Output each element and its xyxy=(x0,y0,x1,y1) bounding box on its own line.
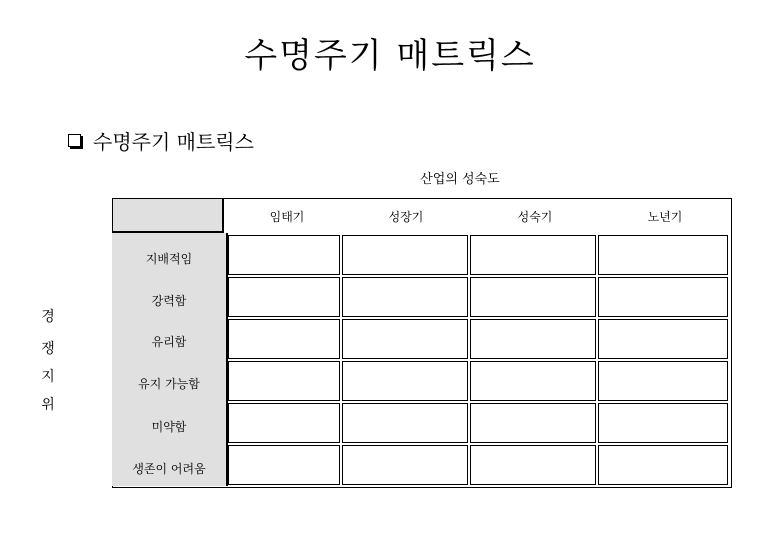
matrix-cell xyxy=(342,445,468,485)
column-header-mature: 성숙기 xyxy=(517,210,553,224)
column-axis-title: 산업의 성숙도 xyxy=(420,172,500,187)
matrix-cell xyxy=(342,235,468,275)
matrix-cell xyxy=(228,445,340,485)
checkbox-bullet-icon xyxy=(68,134,81,147)
matrix-cell xyxy=(342,403,468,443)
matrix-cell xyxy=(228,277,340,317)
matrix-cell xyxy=(598,277,728,317)
matrix-cell xyxy=(228,403,340,443)
matrix-cell xyxy=(598,361,728,401)
matrix-cell xyxy=(470,277,596,317)
row-axis-char: 쟁 xyxy=(41,341,55,357)
bullet-heading-text: 수명주기 매트릭스 xyxy=(93,130,254,154)
matrix-cell xyxy=(598,319,728,359)
matrix-cell xyxy=(342,361,468,401)
matrix-cell xyxy=(470,445,596,485)
matrix-cell xyxy=(228,235,340,275)
row-axis-char: 경 xyxy=(41,309,55,325)
row-header-column xyxy=(112,233,226,486)
matrix-cell xyxy=(598,235,728,275)
matrix-cell xyxy=(598,403,728,443)
matrix-cell xyxy=(470,319,596,359)
column-header-embryonic: 임태기 xyxy=(269,210,305,224)
matrix-cell xyxy=(470,361,596,401)
matrix-corner-cell xyxy=(112,198,224,233)
row-axis-char: 지 xyxy=(41,369,55,385)
row-label-nonviable: 생존이 어려움 xyxy=(132,462,206,476)
matrix-cell xyxy=(470,403,596,443)
column-header-growth: 성장기 xyxy=(388,210,424,224)
matrix-cell xyxy=(228,361,340,401)
row-label-weak: 미약함 xyxy=(151,420,187,434)
column-header-aging: 노년기 xyxy=(647,210,683,224)
matrix-cell xyxy=(598,445,728,485)
row-label-dominant: 지배적임 xyxy=(145,252,193,266)
matrix-cell xyxy=(342,319,468,359)
slide-title: 수명주기 매트릭스 xyxy=(244,36,536,76)
matrix-cell xyxy=(228,319,340,359)
matrix-cell xyxy=(470,235,596,275)
matrix-cell xyxy=(342,277,468,317)
row-label-favorable: 유리함 xyxy=(151,335,187,349)
bullet-heading xyxy=(68,126,254,155)
row-label-strong: 강력함 xyxy=(151,294,187,308)
row-label-tenable: 유지 가능함 xyxy=(138,377,200,391)
row-axis-char: 위 xyxy=(41,397,55,413)
